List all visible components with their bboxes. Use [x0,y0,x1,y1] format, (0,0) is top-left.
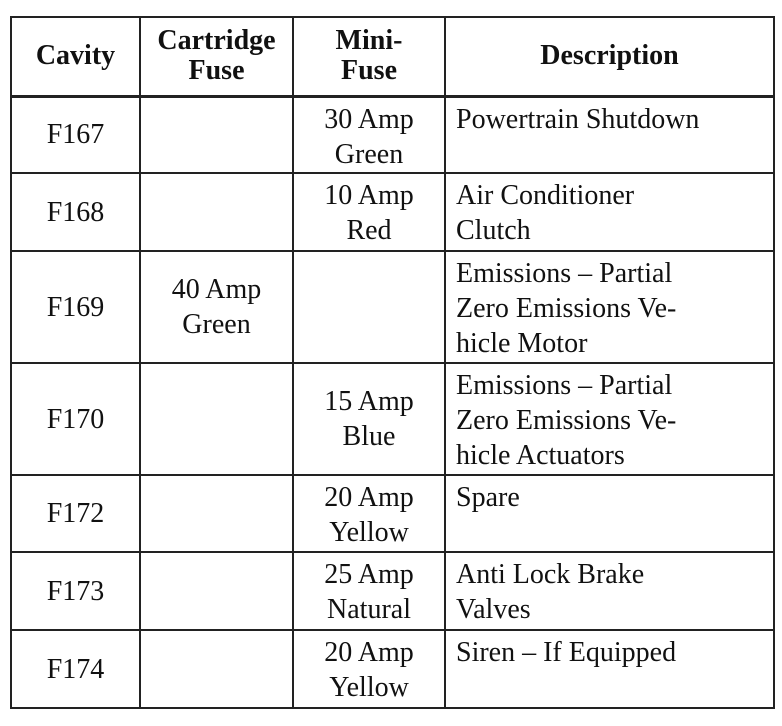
header-cartridge-line1: Cartridge [157,25,276,57]
description-cell: Emissions – Partial Zero Emissions Ve- hicle Actuators [445,363,774,475]
cavity-cell: F170 [11,363,140,475]
mini-fuse-cell [293,251,445,363]
description-cell: Spare [445,475,774,552]
cavity-cell: F173 [11,552,140,630]
table-row [11,173,774,251]
header-description: Description [445,17,774,96]
header-cartridge-fuse [140,17,293,96]
mini-fuse-cell: 20 Amp Yellow [293,630,445,708]
mini-fuse-cell: 15 Amp Blue [293,363,445,475]
table-row [11,363,774,475]
cartridge-cell [140,475,293,552]
fuse-table [10,16,775,709]
table-row [11,552,774,630]
cartridge-cell [140,96,293,173]
header-row [11,17,774,96]
header-cavity: Cavity [11,17,140,96]
table-row [11,475,774,552]
cartridge-cell [140,363,293,475]
cavity-cell: F174 [11,630,140,708]
mini-fuse-cell: 30 Amp Green [293,96,445,173]
cartridge-cell [140,552,293,630]
table-row [11,630,774,708]
mini-fuse-cell: 20 Amp Yellow [293,475,445,552]
mini-fuse-cell: 25 Amp Natural [293,552,445,630]
header-cartridge-line2: Fuse [188,55,245,87]
header-mini-line1: Mini- [335,25,403,57]
table-header [11,17,774,96]
cavity-cell: F172 [11,475,140,552]
cavity-cell: F169 [11,251,140,363]
description-cell: Emissions – Partial Zero Emissions Ve- hicle Motor [445,251,774,363]
header-mini-fuse [293,17,445,96]
header-mini-line2: Fuse [341,55,397,87]
table-body [11,96,774,708]
cavity-cell: F168 [11,173,140,251]
description-cell: Air Conditioner Clutch [445,173,774,251]
description-cell: Siren – If Equipped [445,630,774,708]
cartridge-cell [140,630,293,708]
mini-fuse-cell: 10 Amp Red [293,173,445,251]
cartridge-cell: 40 Amp Green [140,251,293,363]
cavity-cell: F167 [11,96,140,173]
description-cell: Anti Lock Brake Valves [445,552,774,630]
description-cell: Powertrain Shutdown [445,96,774,173]
table-row [11,251,774,363]
cartridge-cell [140,173,293,251]
table-row [11,96,774,173]
